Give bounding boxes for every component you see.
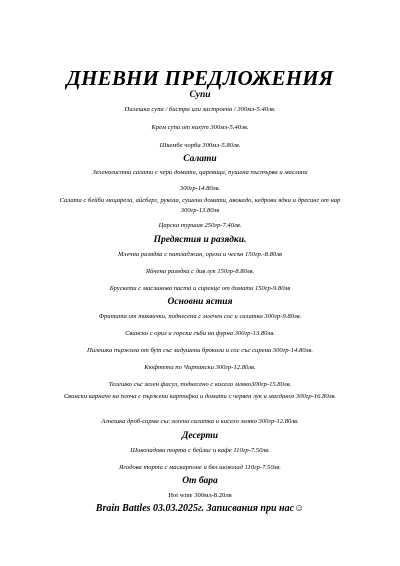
menu-item: Пилешка пържола от бут със задушени броколи и сос със сирена 300гр-14.80лв. bbox=[87, 347, 313, 354]
section-heading-salads: Салати bbox=[183, 154, 217, 164]
section-heading-starters: Предястия и разядки. bbox=[153, 235, 247, 245]
menu-item: Hot wine 300мл-8.20лв bbox=[168, 492, 232, 499]
menu-item: Шкембе чорба 300мл-5.80лв. bbox=[159, 142, 241, 149]
menu-item: Пилешка супа / бистра или застроена / 300мл-5.40лв. bbox=[124, 106, 276, 113]
menu-item: Ягодова торта с маскарпоне и бял шоколад 110гр-7.50лв. bbox=[118, 464, 282, 471]
menu-item: Свински карначе на плоча с пържени картофки и домати с червен лук и магданоз 300гр-16.80лв. bbox=[63, 393, 337, 400]
menu-item: Крем супа от нахут 300мл-5.40лв. bbox=[151, 124, 249, 131]
menu-item: Зеленолистни салати с чери домати, царевица, пушена пъстърва и маслини bbox=[92, 169, 308, 176]
menu-item: Брускети с маслинова паста и сиренце от домати 150гр-9.80лв bbox=[109, 285, 291, 292]
section-heading-soups: Супи bbox=[189, 90, 211, 100]
section-heading-desserts: Десерти bbox=[181, 431, 219, 441]
section-heading-mains: Основни ястия bbox=[167, 297, 233, 307]
menu-item: Кюфтета по Чирпански 300гр-12.80лв. bbox=[144, 364, 256, 371]
menu-item: Шоколадова торта с бейлис и кафе 110гр-7.50лв. bbox=[130, 447, 270, 454]
menu-item: Млечна разядка с патладжан, орехи и чесън 150гр.-8.80лв bbox=[118, 251, 282, 258]
menu-item: Салата с бейби моцарела, айсберг, рукола, сушени домати, авокадо, кедрови ядки и дресинг от нар 300гр-13.80лв bbox=[59, 197, 341, 214]
menu-item: Телешко със зелен фасул, поднесено с кисело мляко300гр-15.80лв. bbox=[108, 381, 292, 388]
menu-item: Яйчена разядка с див лук 150гр-8.80лв. bbox=[145, 268, 255, 275]
event-announcement: Brain Battles 03.03.2025г. Записвания при нас☺ bbox=[95, 503, 305, 514]
menu-item: Царска туршия 250гр-7.40лв. bbox=[158, 222, 242, 229]
menu-item: Свинско с ориз и горски гъби на фурна 300гр-13.80лв. bbox=[125, 330, 275, 337]
menu-item: 300гр-14.80лв. bbox=[179, 185, 221, 192]
menu-item: Агнешка дроб-сарма със зелена салатка и кисело мляко 300гр-12.80лв. bbox=[101, 418, 299, 425]
page-title: ДНЕВНИ ПРЕДЛОЖЕНИЯ bbox=[66, 66, 334, 90]
section-heading-bar: От бара bbox=[182, 476, 218, 486]
menu-item: Фритата от тиквички, поднесена с млечен сос и салатка 300гр-9.80лв. bbox=[98, 313, 302, 320]
